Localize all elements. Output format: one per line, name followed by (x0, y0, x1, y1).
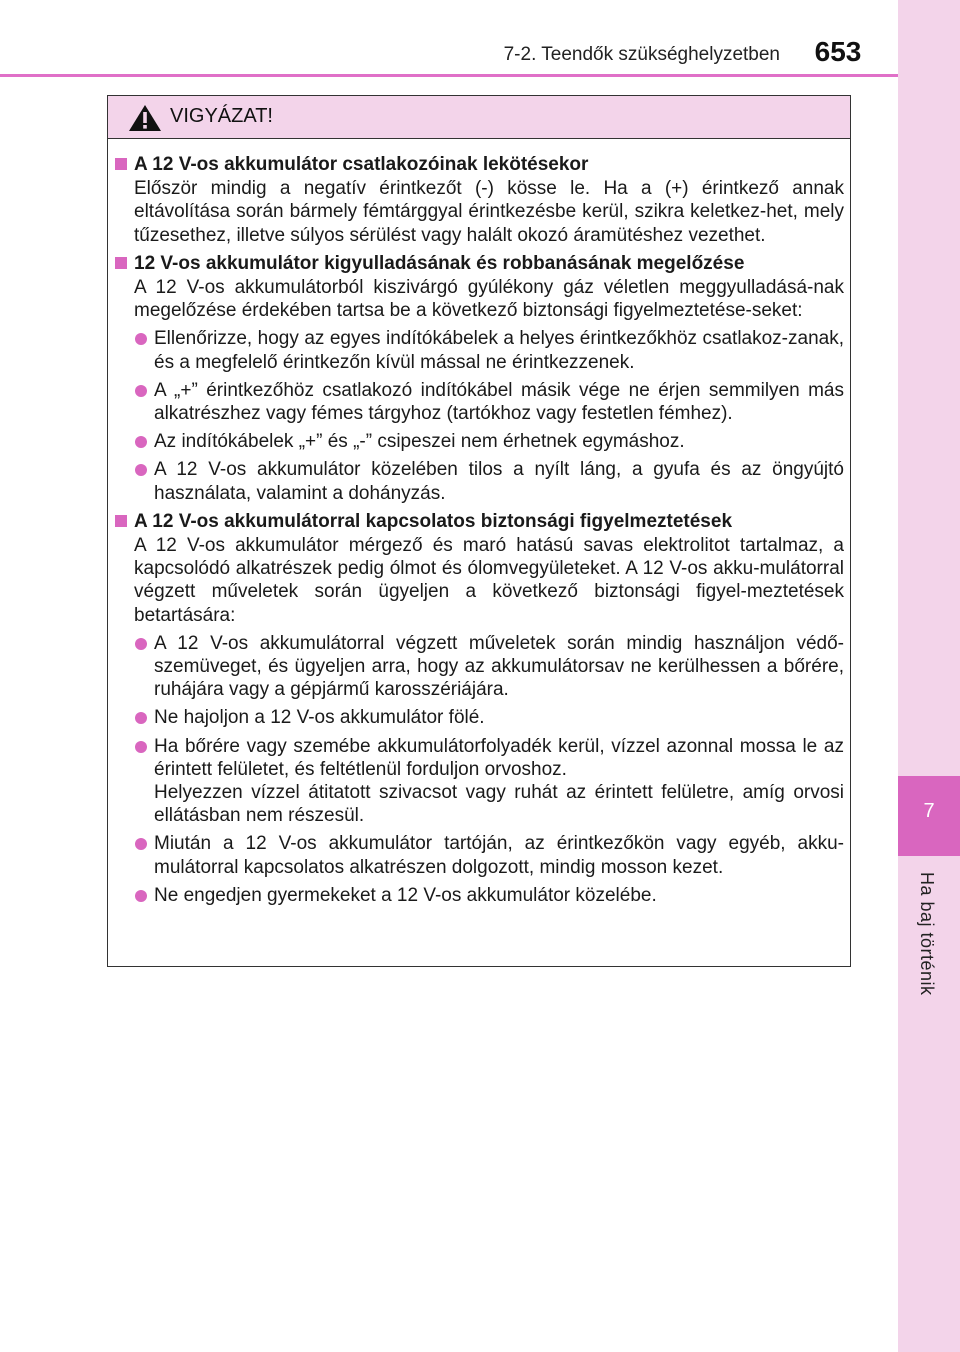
section-body: A 12 V-os akkumulátor mérgező és maró hatású savas elektrolitot tartalmaz, a kapcsolódó alkatrészek pedig ólmot és ólomvegyületeket. A 12 V-os akku-mulátorral végzett műveletek során ügyeljen a következő biztonsági figyel-meztetések betartására: (134, 535, 844, 626)
round-bullet-icon (135, 464, 147, 476)
section-heading-text: 12 V-os akkumulátor kigyulladásának és robbanásának megelőzése (134, 252, 745, 274)
caution-content (114, 153, 844, 912)
section-heading (114, 252, 844, 275)
caution-section (114, 252, 844, 505)
bullet-text: A „+” érintkezőhöz csatlakozó indítókábel másik vége ne érjen semmilyen más alkatrészhez vagy fémes tárgyhoz (tartókhoz vagy festetlen fémhez). (154, 379, 844, 425)
bullet-item (114, 832, 844, 878)
round-bullet-icon (135, 712, 147, 724)
section-body: Először mindig a negatív érintkezőt (-) kösse le. Ha a (+) érintkező annak eltávolítása során bármely fémtárggyal érintkezésbe kerül, szikra keletkez-het, mely tűzesethez, illetve súlyos sérülést vagy halált okozó áramütéshez vezethet. (134, 178, 844, 246)
bullet-text: Az indítókábelek „+” és „-” csipeszei nem érhetnek egymáshoz. (154, 431, 685, 453)
section-title: 7-2. Teendők szükséghelyzetben (503, 44, 780, 65)
caution-section (114, 153, 844, 247)
bullet-text: A 12 V-os akkumulátor közelében tilos a nyílt láng, a gyufa és az öngyújtó használata, valamint a dohányzás. (154, 459, 844, 504)
round-bullet-icon (135, 890, 147, 902)
round-bullet-icon (135, 333, 147, 345)
section-heading (114, 510, 844, 533)
round-bullet-icon (135, 385, 147, 397)
bullet-item (114, 706, 844, 729)
caution-header (108, 96, 850, 139)
bullet-item (114, 430, 844, 453)
section-heading-text: A 12 V-os akkumulátor csatlakozóinak lekötésekor (134, 154, 589, 175)
warning-triangle-icon (128, 104, 162, 132)
bullet-text: Miután a 12 V-os akkumulátor tartóján, az érintkezőkön vagy egyéb, akku-mulátorral kapcsolatos alkatrészen dolgozott, mindig mosson kezet. (154, 833, 844, 878)
section-heading (114, 153, 844, 176)
bullet-text: Ha bőrére vagy szemébe akkumulátorfolyadék kerül, vízzel azonnal mossa le az érintett felületet, és feltétlenül forduljon orvoshoz. (154, 735, 844, 780)
section-body: A 12 V-os akkumulátorból kiszivárgó gyúlékony gáz véletlen meggyulladásá-nak megelőzése érdekében tartsa be a következő biztonsági figyelmeztetése-seket: (134, 277, 844, 322)
caution-section (114, 510, 844, 907)
square-bullet-icon (115, 158, 127, 170)
round-bullet-icon (135, 436, 147, 448)
bullet-item (114, 884, 844, 907)
chapter-side-tab (898, 0, 960, 1352)
section-heading-text: A 12 V-os akkumulátorral kapcsolatos biztonsági figyelmeztetések (134, 510, 733, 532)
square-bullet-icon (115, 257, 127, 269)
square-bullet-icon (115, 515, 127, 527)
bullet-item (114, 379, 844, 425)
header-rule (0, 74, 898, 77)
bullet-text: Helyezzen vízzel átitatott szivacsot vagy ruhát az érintett felületre, amíg orvosi ellátásban nem részesül. (154, 782, 844, 827)
chapter-number: 7 (923, 800, 935, 822)
bullet-item (114, 327, 844, 373)
bullet-text: Ne hajoljon a 12 V-os akkumulátor fölé. (154, 707, 485, 729)
bullet-text: Ellenőrizze, hogy az egyes indítókábelek a helyes érintkezőkhöz csatlakoz-zanak, és a megfelelő érintkezőn kívül mással ne érintkezzenek. (154, 328, 844, 373)
caution-box (107, 95, 851, 967)
chapter-label: Ha baj történik (917, 872, 937, 996)
bullet-item (114, 735, 844, 828)
bullet-text: A 12 V-os akkumulátorral végzett műveletek során mindig használjon védő-szemüveget, és ügyeljen arra, hogy az akkumulátorsav ne kerülhessen a bőrére, ruhájára vagy a gépjármű karosszériájára. (154, 632, 844, 701)
caution-title: VIGYÁZAT! (170, 105, 273, 127)
page-number: 653 (814, 36, 862, 67)
round-bullet-icon (135, 741, 147, 753)
round-bullet-icon (135, 638, 147, 650)
bullet-item (114, 458, 844, 504)
bullet-item (114, 632, 844, 702)
round-bullet-icon (135, 838, 147, 850)
bullet-text: Ne engedjen gyermekeket a 12 V-os akkumulátor közelébe. (154, 884, 657, 906)
